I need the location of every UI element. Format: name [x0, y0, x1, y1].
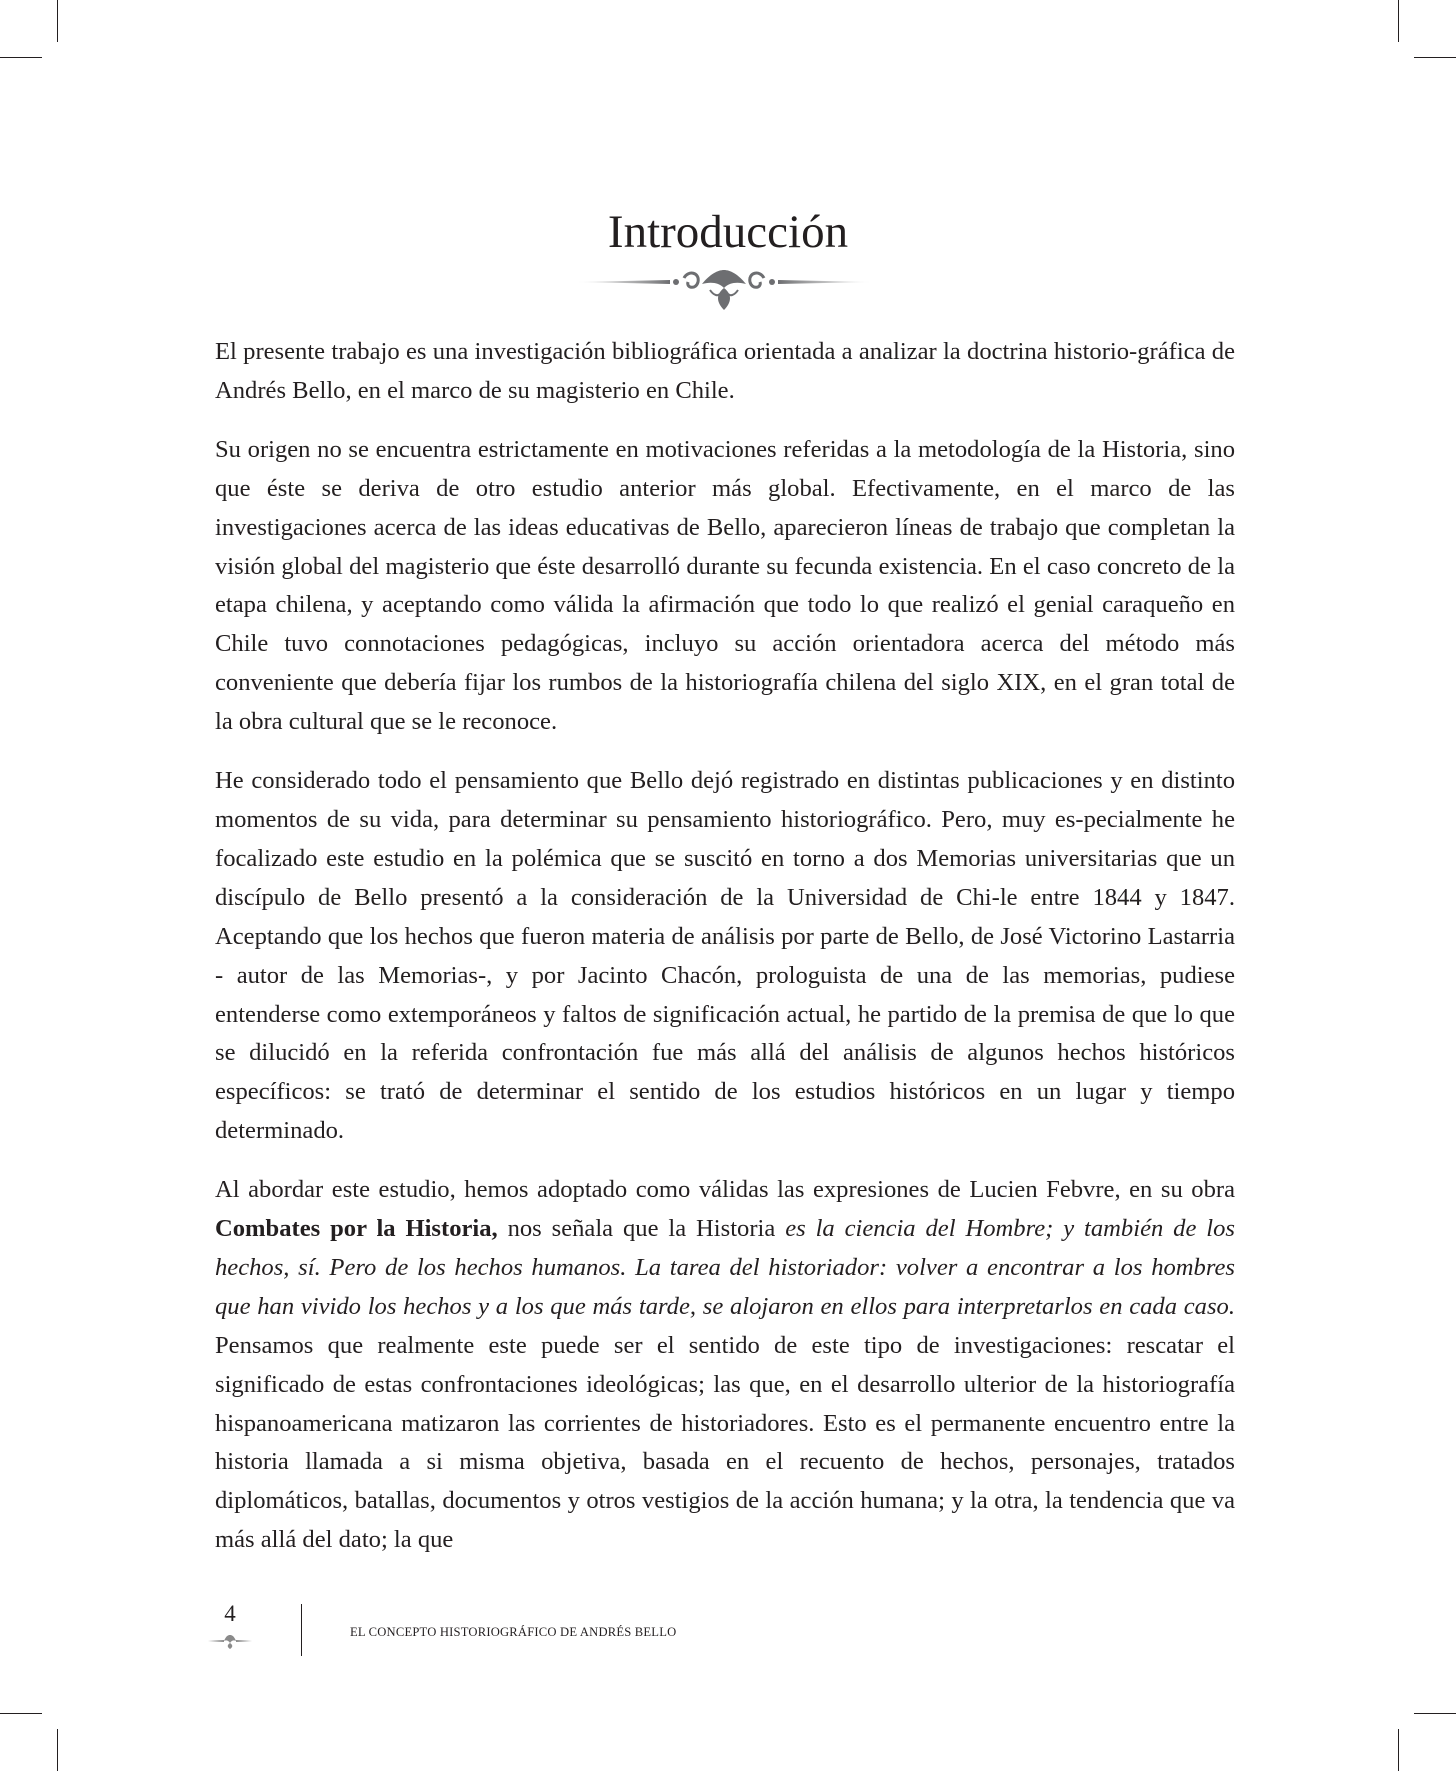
page-number: 4	[224, 1601, 236, 1626]
text-run: He considerado todo el pensamiento que Bello dejó registrado en distintas publicaciones y en distinto momentos de su vida, para determinar su pensamiento historiográfico. Pero, muy es-pecialmente he focalizado este estudio en la polémica que se suscitó en torno a dos Memorias universitarias que un discípulo de Bello presentó a la consideración de la Universidad de Chi-le entre 1844 y 1847. Aceptando que los hechos que fueron materia de análisis por parte de Bello, de José Victorino Lastarria - autor de las Memorias-, y por Jacinto Chacón, prologuista de una de las memorias, pudiese entenderse como extemporáneos y faltos de significación actual, he partido de la premisa de que lo que se dilucidó en la referida confrontación fue más allá del análisis de algunos hechos históricos específicos: se trató de determinar el sentido de los estudios históricos en un lugar y tiempo determinado.	[215, 767, 1235, 1145]
footer-flourish-icon	[208, 1632, 252, 1650]
body-text	[215, 333, 1235, 1580]
paragraph	[215, 762, 1235, 1151]
running-title: EL CONCEPTO HISTORIOGRÁFICO DE ANDRÉS BELLO	[350, 1625, 677, 1639]
footer-divider	[301, 1604, 302, 1656]
crop-mark	[1398, 0, 1399, 42]
text-run-italic: es la ciencia del Hombre; y también de los hechos, sí. Pero de los hechos humanos. La tarea del historiador: volver a encontrar a los hombres que han vivido los hechos y a los que más tarde, se alojaron en ellos para interpretarlos en cada caso.	[215, 1215, 1235, 1320]
crop-mark	[1414, 1713, 1456, 1714]
crop-mark	[1414, 57, 1456, 58]
paragraph	[215, 1171, 1235, 1560]
text-run: Al abordar este estudio, hemos adoptado como válidas las expresiones de Lucien Febvre, en su obra	[215, 1176, 1235, 1204]
crop-mark	[1398, 1729, 1399, 1771]
text-run: Pensamos que realmente este puede ser el sentido de este tipo de investigaciones: rescatar el significado de estas confrontaciones ideológicas; las que, en el desarrollo ulterior de la historiografía hispanoamericana matizaron las corrientes de historiadores. Esto es el permanente encuentro entre la historia llamada a si misma objetiva, basada en el recuento de hechos, personajes, tratados diplomáticos, batallas, documentos y otros vestigios de la acción humana; y la otra, la tendencia que va más allá del dato; la que	[215, 1331, 1235, 1554]
page-title: Introducción	[607, 206, 849, 258]
text-run: El presente trabajo es una investigación bibliográfica orientada a analizar la doctrina historio-gráfica de Andrés Bello, en el marco de su magisterio en Chile.	[215, 338, 1235, 404]
text-run: nos señala que la Historia	[497, 1215, 786, 1243]
crop-mark	[0, 1713, 42, 1714]
text-run-bold: Combates por la Historia,	[215, 1215, 498, 1243]
flourish-ornament-icon	[574, 266, 874, 322]
crop-mark	[57, 0, 58, 42]
text-run: Su origen no se encuentra estrictamente en motivaciones referidas a la metodología de la Historia, sino que éste se deriva de otro estudio anterior más global. Efectivamente, en el marco de las investigaciones acerca de las ideas educativas de Bello, aparecieron líneas de trabajo que completan la visión global del magisterio que éste desarrolló durante su fecunda existencia. En el caso concreto de la etapa chilena, y aceptando como válida la afirmación que todo lo que realizó el genial caraqueño en Chile tuvo connotaciones pedagógicas, incluyo su acción orientadora acerca del método más conveniente que debería fijar los rumbos de la historiografía chilena del siglo XIX, en el gran total de la obra cultural que se le reconoce.	[215, 435, 1235, 736]
crop-mark	[0, 57, 42, 58]
crop-mark	[57, 1729, 58, 1771]
paragraph	[215, 333, 1235, 411]
paragraph	[215, 431, 1235, 742]
